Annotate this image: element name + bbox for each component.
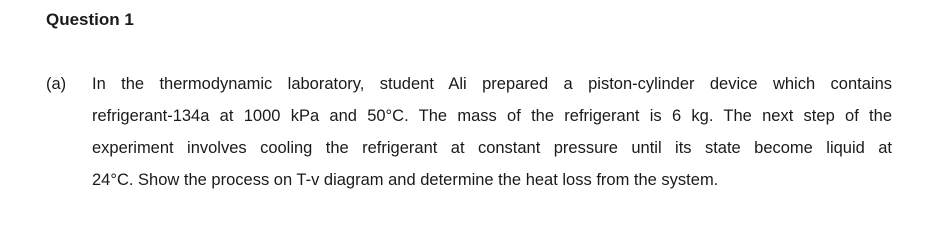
question-heading: Question 1 [46,10,134,29]
part-label: (a) [46,75,67,93]
question-text-line-3: experiment involves cooling the refrigerant at constant pressure until its state become liquid at [92,139,892,157]
question-text-line-2: refrigerant-134a at 1000 kPa and 50°C. The mass of the refrigerant is 6 kg. The next step of the [92,107,892,125]
question-text-line-4: 24°C. Show the process on T-v diagram and determine the heat loss from the system. [92,171,719,189]
question-text-line-1: In the thermodynamic laboratory, student Ali prepared a piston-cylinder device which contains [92,75,892,93]
